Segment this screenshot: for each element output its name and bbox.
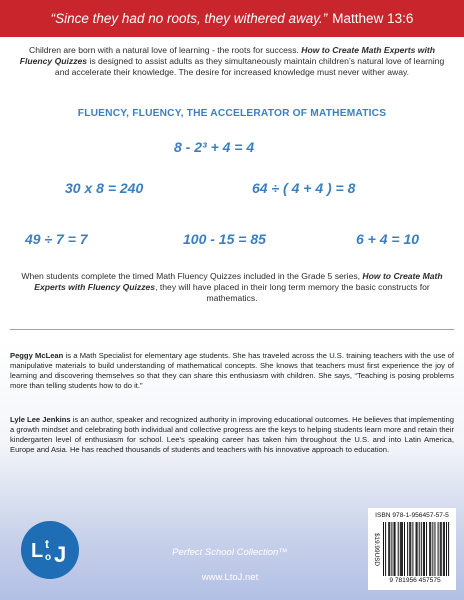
barcode-bar — [444, 522, 445, 576]
para2-text-1: When students complete the timed Math Fluency Quizzes included in the Grade 5 series, — [21, 271, 363, 281]
barcode-bar — [400, 522, 401, 576]
fluency-paragraph — [12, 271, 452, 304]
barcode-bar — [401, 522, 402, 576]
intro-text-1: Children are born with a natural love of learning - the roots for success. — [29, 45, 302, 55]
section-heading: FLUENCY, FLUENCY, THE ACCELERATOR OF MATHEMATICS — [77, 108, 387, 119]
bio-peggy-mclean — [10, 351, 454, 391]
logo-circle — [21, 521, 79, 579]
equation-5: 100 - 15 = 85 — [183, 231, 266, 247]
barcode-bar — [448, 522, 449, 576]
barcode-bar — [443, 522, 444, 576]
equation-6: 6 + 4 = 10 — [356, 231, 420, 247]
barcode-bar — [409, 522, 410, 576]
barcode-bar — [434, 522, 435, 576]
barcode-bar — [429, 522, 430, 576]
collection-name: Perfect School Collection™ — [172, 547, 288, 558]
barcode-bar — [383, 522, 384, 576]
bio-lyle-lee-jenkins — [10, 415, 454, 455]
barcode-bar — [385, 522, 386, 576]
equation-2: 30 x 8 = 240 — [65, 180, 144, 196]
barcode-bar — [441, 522, 442, 576]
barcode-bar — [446, 522, 447, 576]
barcode-digits: 9 781956 457575 — [389, 577, 441, 584]
barcode-bar — [412, 522, 413, 576]
barcode-bar — [426, 522, 427, 576]
bio1-text: is a Math Specialist for elementary age students. She has traveled across the U.S. training teachers with the use of manipulative materials to build understanding of mathematical concepts. She knows that teachers must first experience the joy of learning and discovering themselves so that they can share this enthusiasm with children. She says, “Teaching is posing problems more than telling students how to do it.” — [10, 351, 455, 390]
bio1-name: Peggy McLean — [10, 351, 64, 360]
barcode-bar — [423, 522, 424, 576]
barcode-bar — [432, 522, 433, 576]
intro-text-2: is designed to assist adults as they simultaneously maintain children’s natural love of learning and accelerate their knowledge. The desire for increased knowledge must never wither away. — [54, 56, 445, 77]
barcode-bar — [410, 522, 411, 576]
barcode-bar — [398, 522, 399, 576]
quote-banner — [0, 0, 464, 37]
barcode — [381, 522, 451, 577]
barcode-bar — [424, 522, 425, 576]
logo-letter-t: t — [45, 537, 49, 551]
barcode-bar — [389, 522, 390, 576]
barcode-box — [368, 508, 456, 590]
barcode-bar — [421, 522, 422, 576]
barcode-bar — [388, 522, 389, 576]
website-url: www.LtoJ.net — [201, 572, 259, 583]
barcode-bar — [394, 522, 395, 576]
intro-book-title: How to Create Math Experts with Fluency Quizzes — [19, 45, 435, 66]
barcode-bar — [417, 522, 418, 576]
price-label: $19.99USD — [373, 532, 381, 567]
barcode-bar — [438, 522, 439, 576]
intro-paragraph — [15, 45, 449, 78]
barcode-bar — [430, 522, 431, 576]
barcode-bar — [407, 522, 408, 576]
para2-text-2: , they will have placed in their long term memory the basic constructs for mathematics. — [155, 282, 430, 303]
logo-letter-o: o — [45, 552, 52, 563]
equation-1: 8 - 2³ + 4 = 4 — [174, 139, 255, 155]
barcode-bar — [391, 522, 392, 576]
banner-quote: “Since they had no roots, they withered away.” — [50, 11, 328, 26]
equation-3: 64 ÷ ( 4 + 4 ) = 8 — [252, 180, 356, 196]
bio2-text: is an author, speaker and recognized authority in improving educational outcomes. He believes that implementing a growth mindset and celebrating both individual and collective progress are the keys to helping students learn more and retain their kindergarten level of enthusiasm for school. Lee’s speaking career has taken him throughout the U.S. and into Latin America, Europe and Asia. He has reached thousands of students and teachers with his innovative approach to education. — [10, 415, 454, 454]
barcode-bar — [419, 522, 420, 576]
equation-4: 49 ÷ 7 = 7 — [25, 231, 88, 247]
logo-letter-j: J — [54, 542, 67, 567]
banner-reference: Matthew 13:6 — [332, 11, 414, 26]
barcode-bar — [395, 522, 396, 576]
para2-book-title: How to Create Math Experts with Fluency Quizzes — [34, 271, 443, 292]
isbn-text: ISBN 978-1-956457-57-5 — [375, 512, 449, 519]
barcode-bar — [404, 522, 405, 576]
barcode-bar — [402, 522, 403, 576]
bio2-name: Lyle Lee Jenkins — [10, 415, 71, 424]
barcode-bar — [416, 522, 417, 576]
logo-letter-l: L — [31, 540, 44, 562]
barcode-bar — [440, 522, 441, 576]
section-divider — [10, 329, 454, 330]
ltoj-logo — [20, 520, 80, 580]
